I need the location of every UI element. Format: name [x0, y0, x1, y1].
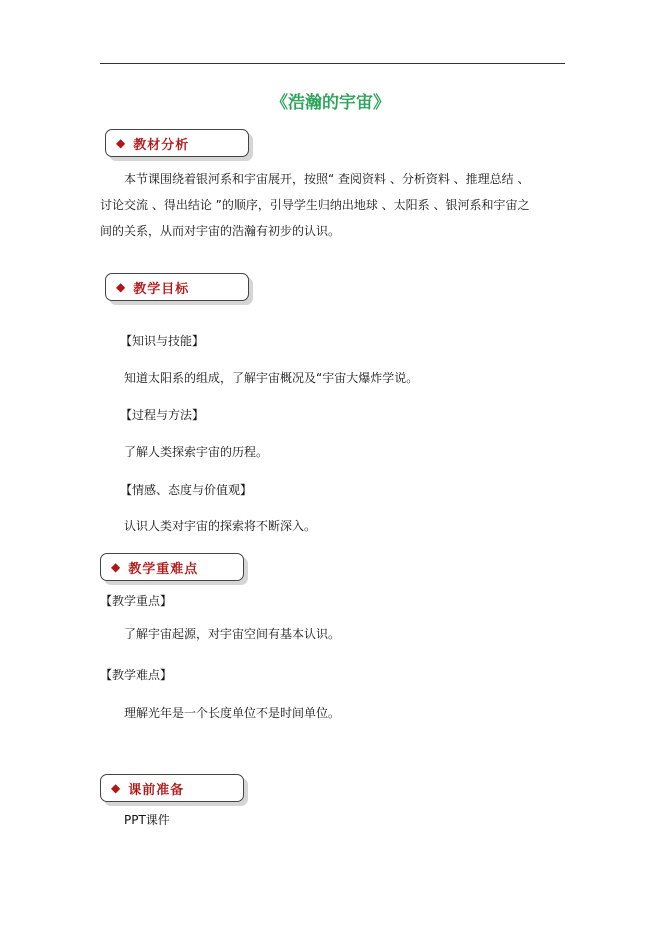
- paragraph-line: 知道太阳系的组成，了解宇宙概况及“宇宙大爆炸学说。: [124, 371, 419, 385]
- section-heading-analysis: [105, 129, 249, 157]
- diamond-icon: ◆: [111, 560, 121, 574]
- diamond-icon: ◆: [116, 280, 126, 294]
- section-heading-label: 教学目标: [133, 281, 190, 297]
- diamond-icon: ◆: [111, 781, 121, 795]
- section-heading-label: 课前准备: [128, 782, 185, 798]
- section-heading-key-points: [100, 553, 244, 581]
- paragraph-line: 认识人类对宇宙的探索将不断深入。: [124, 519, 317, 533]
- subheading: 【过程与方法】: [120, 408, 205, 422]
- paragraph-line: PPT课件: [124, 813, 170, 827]
- subheading: 【教学难点】: [100, 668, 173, 682]
- subheading: 【情感、态度与价值观】: [120, 483, 253, 497]
- paragraph-line: 间的关系，从而对宇宙的浩瀚有初步的认识。: [100, 224, 341, 238]
- paragraph-line: 讨论交流 、得出结论 ”的顺序，引导学生归纳出地球 、太阳系 、银河系和宇宙之: [100, 198, 530, 212]
- paragraph-line: 理解光年是一个长度单位不是时间单位。: [124, 706, 341, 720]
- document-title: 《浩瀚的宇宙》: [271, 93, 390, 113]
- subheading: 【知识与技能】: [120, 334, 205, 348]
- paragraph-line: 了解宇宙起源，对宇宙空间有基本认识。: [124, 627, 341, 641]
- diamond-icon: ◆: [116, 136, 126, 150]
- section-heading-label: 教学重难点: [128, 561, 199, 577]
- subheading: 【教学重点】: [100, 594, 173, 608]
- section-heading-objectives: [105, 273, 249, 301]
- top-rule: [100, 63, 565, 64]
- section-heading-preparation: [100, 774, 244, 802]
- paragraph-line: 了解人类探索宇宙的历程。: [124, 445, 269, 459]
- paragraph-line: 本节课围绕着银河系和宇宙展开，按照“ 查阅资料 、分析资料 、推理总结 、: [124, 172, 530, 186]
- section-heading-label: 教材分析: [133, 137, 190, 153]
